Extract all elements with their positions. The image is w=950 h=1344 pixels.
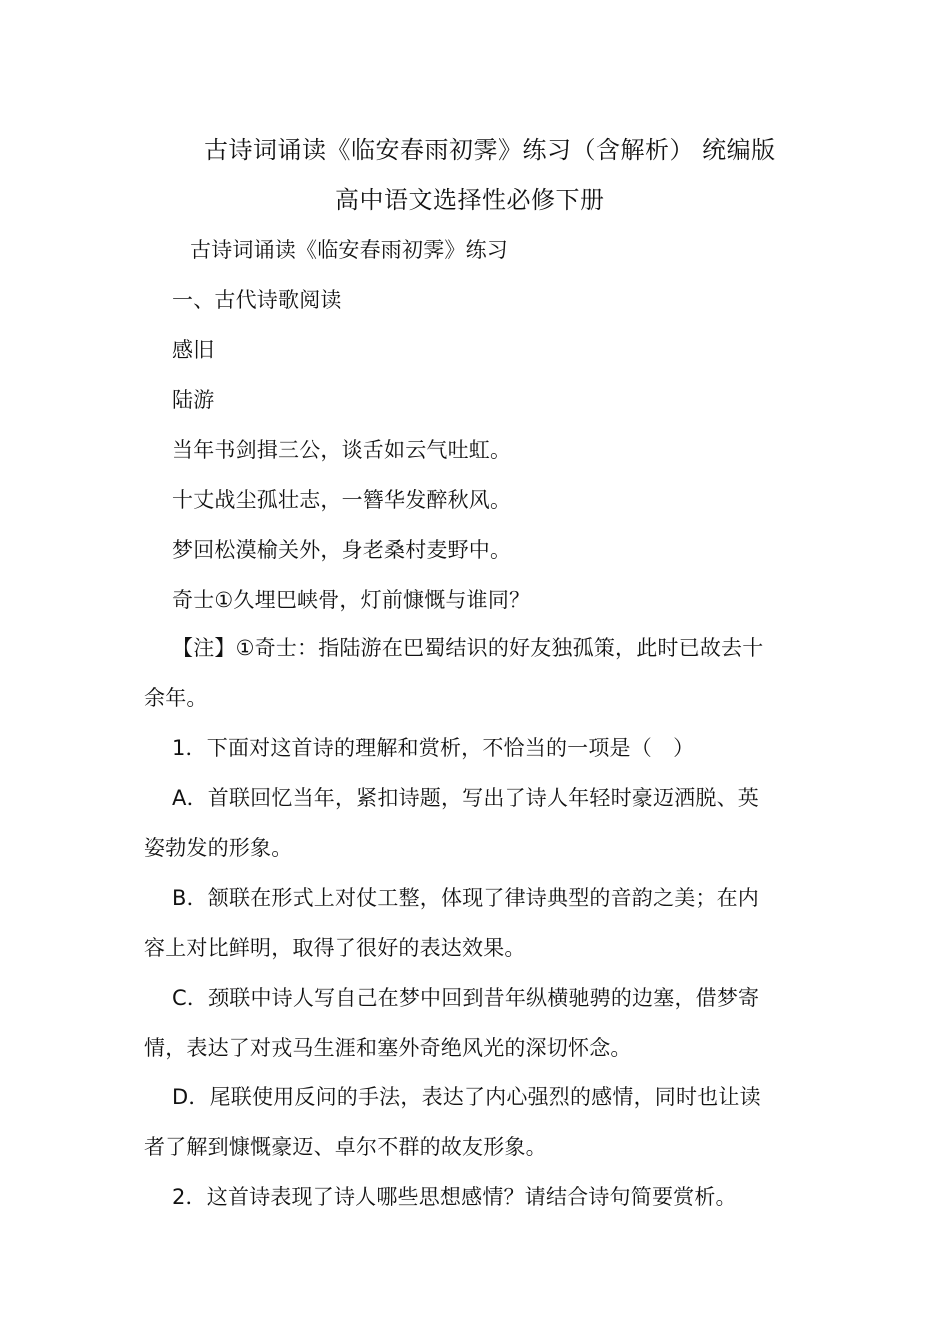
note-line-2: 余年。: [144, 686, 208, 710]
question1-option-b-line2: 容上对比鲜明，取得了很好的表达效果。: [144, 936, 526, 960]
section-heading: 一、古代诗歌阅读: [172, 288, 342, 312]
poem-line-3: 梦回松漠榆关外，身老桑村麦野中。: [172, 538, 512, 562]
poem-author: 陆游: [172, 388, 215, 412]
question1-option-c-line2: 情，表达了对戎马生涯和塞外奇绝风光的深切怀念。: [144, 1036, 632, 1060]
question1-option-d-line1: D．尾联使用反问的手法，表达了内心强烈的感情，同时也让读: [172, 1085, 761, 1109]
document-subtitle: 古诗词诵读《临安春雨初霁》练习: [190, 238, 508, 262]
question1-option-c-line1: C．颈联中诗人写自己在梦中回到昔年纵横驰骋的边塞，借梦寄: [172, 986, 760, 1010]
poem-line-2: 十丈战尘孤壮志，一簪华发醉秋风。: [172, 488, 512, 512]
document-title-line1: 古诗词诵读《临安春雨初霁》练习（含解析） 统编版: [204, 136, 776, 164]
question1-option-a-line2: 姿勃发的形象。: [144, 836, 293, 860]
poem-line-1: 当年书剑揖三公，谈舌如云气吐虹。: [172, 438, 512, 462]
poem-title: 感旧: [172, 338, 215, 362]
question2-stem: 2．这首诗表现了诗人哪些思想感情？请结合诗句简要赏析。: [172, 1185, 737, 1209]
question1-option-a-line1: A．首联回忆当年，紧扣诗题，写出了诗人年轻时豪迈洒脱、英: [172, 786, 759, 810]
poem-line-4: 奇士①久埋巴峡骨，灯前慷慨与谁同？: [172, 588, 531, 612]
question1-option-d-line2: 者了解到慷慨豪迈、卓尔不群的故友形象。: [144, 1135, 547, 1159]
note-line-1: 【注】①奇士：指陆游在巴蜀结识的好友独孤策，此时已故去十: [172, 636, 764, 660]
question1-option-b-line1: B．颔联在形式上对仗工整，体现了律诗典型的音韵之美；在内: [172, 886, 760, 910]
question1-stem: 1．下面对这首诗的理解和赏析，不恰当的一项是（ ）: [172, 736, 695, 760]
document-title-line2: 高中语文选择性必修下册: [335, 186, 605, 214]
